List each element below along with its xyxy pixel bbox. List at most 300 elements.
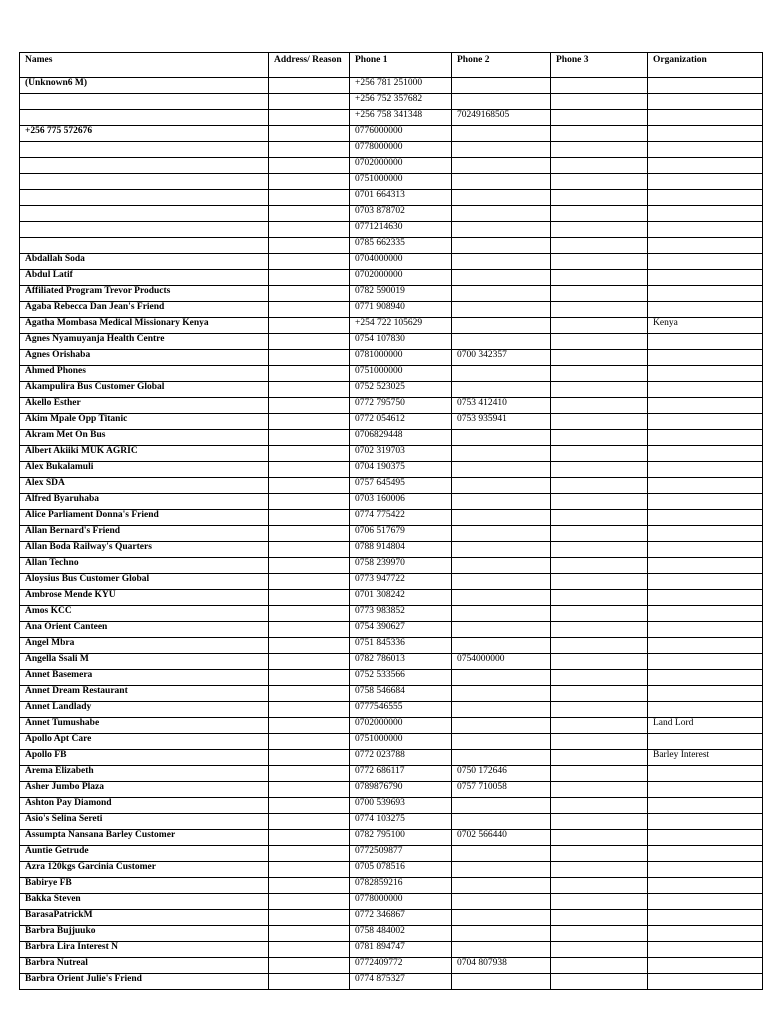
address-cell (269, 974, 350, 990)
phone-2-cell (452, 302, 551, 318)
header-phone-2: Phone 2 (452, 53, 551, 78)
phone-3-cell (551, 798, 648, 814)
phone-2-cell (452, 190, 551, 206)
phone-1-cell: 0772 346867 (350, 910, 452, 926)
table-row (20, 286, 763, 302)
table-row (20, 158, 763, 174)
phone-3-cell (551, 446, 648, 462)
name-cell: Alfred Byaruhaba (20, 494, 269, 510)
name-cell: Barbra Bujjuuko (20, 926, 269, 942)
name-cell: +256 775 572676 (20, 126, 269, 142)
table-row (20, 926, 763, 942)
phone-3-cell (551, 766, 648, 782)
phone-3-cell (551, 830, 648, 846)
table-row (20, 94, 763, 110)
table-row (20, 558, 763, 574)
name-cell: Aloysius Bus Customer Global (20, 574, 269, 590)
phone-2-cell (452, 238, 551, 254)
phone-2-cell (452, 430, 551, 446)
phone-3-cell (551, 670, 648, 686)
header-row (20, 53, 763, 78)
table-row (20, 334, 763, 350)
table-row (20, 446, 763, 462)
organization-cell (648, 702, 763, 718)
name-cell: Agnes Nyamuyanja Health Centre (20, 334, 269, 350)
phone-2-cell (452, 446, 551, 462)
address-cell (269, 446, 350, 462)
name-cell: (Unknown6 M) (20, 78, 269, 94)
address-cell (269, 574, 350, 590)
address-cell (269, 366, 350, 382)
table-row (20, 542, 763, 558)
phone-1-cell: 0773 983852 (350, 606, 452, 622)
phone-3-cell (551, 190, 648, 206)
phone-1-cell: 0774 775422 (350, 510, 452, 526)
phone-1-cell: 0772 686117 (350, 766, 452, 782)
organization-cell (648, 446, 763, 462)
table-row (20, 974, 763, 990)
table-row (20, 670, 763, 686)
organization-cell (648, 590, 763, 606)
address-cell (269, 494, 350, 510)
phone-2-cell (452, 558, 551, 574)
phone-2-cell (452, 254, 551, 270)
phone-2-cell (452, 286, 551, 302)
phone-3-cell (551, 526, 648, 542)
table-row (20, 702, 763, 718)
table-row (20, 222, 763, 238)
organization-cell (648, 478, 763, 494)
address-cell (269, 350, 350, 366)
name-cell: Ana Orient Canteen (20, 622, 269, 638)
address-cell (269, 638, 350, 654)
phone-2-cell (452, 942, 551, 958)
name-cell: Abdul Latif (20, 270, 269, 286)
header-phone-1: Phone 1 (350, 53, 452, 78)
address-cell (269, 238, 350, 254)
name-cell: Agatha Mombasa Medical Missionary Kenya (20, 318, 269, 334)
phone-2-cell: 0750 172646 (452, 766, 551, 782)
name-cell (20, 206, 269, 222)
table-row (20, 110, 763, 126)
address-cell (269, 478, 350, 494)
name-cell: Angella Ssali M (20, 654, 269, 670)
address-cell (269, 590, 350, 606)
table-row (20, 894, 763, 910)
table-body (20, 78, 763, 990)
organization-cell (648, 110, 763, 126)
name-cell: Ahmed Phones (20, 366, 269, 382)
phone-2-cell (452, 590, 551, 606)
organization-cell (648, 334, 763, 350)
name-cell: Allan Techno (20, 558, 269, 574)
table-row (20, 590, 763, 606)
name-cell: Akram Met On Bus (20, 430, 269, 446)
phone-3-cell (551, 590, 648, 606)
phone-3-cell (551, 286, 648, 302)
phone-3-cell (551, 142, 648, 158)
phone-3-cell (551, 398, 648, 414)
phone-2-cell (452, 574, 551, 590)
phone-2-cell (452, 606, 551, 622)
phone-2-cell (452, 622, 551, 638)
phone-1-cell: 0751000000 (350, 366, 452, 382)
phone-1-cell: 0781000000 (350, 350, 452, 366)
name-cell: Angel Mbra (20, 638, 269, 654)
phone-1-cell: 0706 517679 (350, 526, 452, 542)
address-cell (269, 734, 350, 750)
phone-2-cell (452, 158, 551, 174)
phone-2-cell: 0702 566440 (452, 830, 551, 846)
phone-3-cell (551, 686, 648, 702)
contacts-table (19, 52, 763, 990)
address-cell (269, 126, 350, 142)
phone-2-cell (452, 382, 551, 398)
phone-2-cell (452, 926, 551, 942)
table-row (20, 910, 763, 926)
phone-3-cell (551, 174, 648, 190)
phone-3-cell (551, 126, 648, 142)
name-cell: Akello Esther (20, 398, 269, 414)
phone-2-cell (452, 174, 551, 190)
phone-3-cell (551, 430, 648, 446)
phone-2-cell (452, 78, 551, 94)
address-cell (269, 670, 350, 686)
table-row (20, 798, 763, 814)
phone-3-cell (551, 366, 648, 382)
organization-cell (648, 814, 763, 830)
phone-2-cell (452, 638, 551, 654)
organization-cell (648, 222, 763, 238)
address-cell (269, 270, 350, 286)
phone-1-cell: 0700 539693 (350, 798, 452, 814)
phone-2-cell (452, 846, 551, 862)
address-cell (269, 222, 350, 238)
organization-cell (648, 526, 763, 542)
phone-1-cell: +256 758 341348 (350, 110, 452, 126)
phone-1-cell: +256 781 251000 (350, 78, 452, 94)
address-cell (269, 846, 350, 862)
phone-3-cell (551, 270, 648, 286)
address-cell (269, 830, 350, 846)
organization-cell (648, 302, 763, 318)
organization-cell (648, 734, 763, 750)
name-cell: Akim Mpale Opp Titanic (20, 414, 269, 430)
table-row (20, 574, 763, 590)
phone-1-cell: 0772 023788 (350, 750, 452, 766)
phone-1-cell: 0773 947722 (350, 574, 452, 590)
phone-2-cell (452, 798, 551, 814)
address-cell (269, 766, 350, 782)
organization-cell (648, 958, 763, 974)
organization-cell (648, 494, 763, 510)
phone-1-cell: 0782 590019 (350, 286, 452, 302)
organization-cell (648, 270, 763, 286)
phone-1-cell: 0751 845336 (350, 638, 452, 654)
phone-1-cell: 0777546555 (350, 702, 452, 718)
phone-1-cell: +256 752 357682 (350, 94, 452, 110)
phone-1-cell: 0782859216 (350, 878, 452, 894)
organization-cell (648, 638, 763, 654)
name-cell: Ashton Pay Diamond (20, 798, 269, 814)
organization-cell (648, 654, 763, 670)
organization-cell (648, 878, 763, 894)
phone-2-cell (452, 462, 551, 478)
name-cell: Apollo Apt Care (20, 734, 269, 750)
phone-1-cell: 0788 914804 (350, 542, 452, 558)
phone-3-cell (551, 702, 648, 718)
address-cell (269, 718, 350, 734)
address-cell (269, 302, 350, 318)
organization-cell (648, 462, 763, 478)
address-cell (269, 94, 350, 110)
name-cell: Alex Bukalamuli (20, 462, 269, 478)
phone-2-cell: 70249168505 (452, 110, 551, 126)
organization-cell (648, 510, 763, 526)
organization-cell (648, 158, 763, 174)
organization-cell (648, 942, 763, 958)
address-cell (269, 654, 350, 670)
phone-3-cell (551, 302, 648, 318)
phone-3-cell (551, 878, 648, 894)
name-cell (20, 110, 269, 126)
organization-cell: Barley Interest (648, 750, 763, 766)
address-cell (269, 862, 350, 878)
organization-cell: Kenya (648, 318, 763, 334)
name-cell: Affiliated Program Trevor Products (20, 286, 269, 302)
organization-cell (648, 782, 763, 798)
name-cell: Ambrose Mende KYU (20, 590, 269, 606)
name-cell (20, 142, 269, 158)
table-row (20, 494, 763, 510)
phone-3-cell (551, 638, 648, 654)
table-row (20, 174, 763, 190)
phone-1-cell: 0772 795750 (350, 398, 452, 414)
phone-1-cell: 0754 107830 (350, 334, 452, 350)
name-cell (20, 222, 269, 238)
phone-2-cell: 0757 710058 (452, 782, 551, 798)
organization-cell (648, 174, 763, 190)
phone-3-cell (551, 350, 648, 366)
header-organization: Organization (648, 53, 763, 78)
table-row (20, 398, 763, 414)
phone-2-cell: 0754000000 (452, 654, 551, 670)
phone-3-cell (551, 78, 648, 94)
name-cell: Albert Akiiki MUK AGRIC (20, 446, 269, 462)
phone-3-cell (551, 158, 648, 174)
phone-3-cell (551, 222, 648, 238)
name-cell: Akampulira Bus Customer Global (20, 382, 269, 398)
name-cell (20, 94, 269, 110)
name-cell: Assumpta Nansana Barley Customer (20, 830, 269, 846)
organization-cell (648, 798, 763, 814)
phone-3-cell (551, 382, 648, 398)
table-row (20, 958, 763, 974)
name-cell: Annet Landlady (20, 702, 269, 718)
organization-cell (648, 910, 763, 926)
address-cell (269, 206, 350, 222)
phone-3-cell (551, 206, 648, 222)
phone-1-cell: 0701 308242 (350, 590, 452, 606)
phone-2-cell (452, 142, 551, 158)
table-row (20, 830, 763, 846)
address-cell (269, 334, 350, 350)
address-cell (269, 686, 350, 702)
name-cell: Barbra Orient Julie's Friend (20, 974, 269, 990)
phone-3-cell (551, 606, 648, 622)
address-cell (269, 558, 350, 574)
phone-2-cell (452, 894, 551, 910)
address-cell (269, 174, 350, 190)
phone-1-cell: 0752 523025 (350, 382, 452, 398)
address-cell (269, 942, 350, 958)
table-row (20, 510, 763, 526)
table-row (20, 814, 763, 830)
name-cell: Arema Elizabeth (20, 766, 269, 782)
address-cell (269, 382, 350, 398)
table-row (20, 462, 763, 478)
phone-3-cell (551, 110, 648, 126)
organization-cell (648, 142, 763, 158)
organization-cell (648, 254, 763, 270)
table-row (20, 206, 763, 222)
phone-3-cell (551, 846, 648, 862)
phone-2-cell (452, 542, 551, 558)
phone-2-cell (452, 334, 551, 350)
phone-3-cell (551, 318, 648, 334)
phone-1-cell: 0754 390627 (350, 622, 452, 638)
phone-2-cell (452, 670, 551, 686)
name-cell: Abdallah Soda (20, 254, 269, 270)
phone-3-cell (551, 622, 648, 638)
phone-3-cell (551, 782, 648, 798)
name-cell: Agnes Orishaba (20, 350, 269, 366)
phone-3-cell (551, 734, 648, 750)
name-cell: Asher Jumbo Plaza (20, 782, 269, 798)
phone-1-cell: 0772409772 (350, 958, 452, 974)
phone-2-cell (452, 862, 551, 878)
address-cell (269, 110, 350, 126)
organization-cell (648, 558, 763, 574)
phone-3-cell (551, 94, 648, 110)
phone-1-cell: 0702000000 (350, 158, 452, 174)
address-cell (269, 286, 350, 302)
phone-3-cell (551, 254, 648, 270)
phone-1-cell: 0701 664313 (350, 190, 452, 206)
organization-cell (648, 974, 763, 990)
address-cell (269, 814, 350, 830)
name-cell: Annet Tumushabe (20, 718, 269, 734)
address-cell (269, 910, 350, 926)
phone-1-cell: 0789876790 (350, 782, 452, 798)
name-cell: BarasaPatrickM (20, 910, 269, 926)
address-cell (269, 622, 350, 638)
phone-1-cell: 0758 484002 (350, 926, 452, 942)
phone-3-cell (551, 814, 648, 830)
organization-cell (648, 366, 763, 382)
phone-1-cell: +254 722 105629 (350, 318, 452, 334)
organization-cell (648, 94, 763, 110)
phone-2-cell (452, 878, 551, 894)
organization-cell (648, 846, 763, 862)
organization-cell (648, 286, 763, 302)
phone-2-cell (452, 974, 551, 990)
phone-1-cell: 0758 239970 (350, 558, 452, 574)
organization-cell (648, 382, 763, 398)
organization-cell (648, 622, 763, 638)
phone-2-cell (452, 718, 551, 734)
phone-3-cell (551, 862, 648, 878)
organization-cell (648, 670, 763, 686)
organization-cell (648, 206, 763, 222)
name-cell: Alice Parliament Donna's Friend (20, 510, 269, 526)
phone-1-cell: 0778000000 (350, 894, 452, 910)
organization-cell (648, 190, 763, 206)
address-cell (269, 430, 350, 446)
phone-3-cell (551, 958, 648, 974)
phone-3-cell (551, 926, 648, 942)
phone-2-cell (452, 910, 551, 926)
table-row (20, 302, 763, 318)
phone-1-cell: 0785 662335 (350, 238, 452, 254)
organization-cell (648, 78, 763, 94)
address-cell (269, 958, 350, 974)
table-row (20, 270, 763, 286)
table-row (20, 126, 763, 142)
organization-cell (648, 894, 763, 910)
address-cell (269, 510, 350, 526)
table-row (20, 366, 763, 382)
table-row (20, 622, 763, 638)
phone-2-cell (452, 478, 551, 494)
table-row (20, 638, 763, 654)
header-address-reason: Address/ Reason (269, 53, 350, 78)
table-row (20, 846, 763, 862)
phone-1-cell: 0771214630 (350, 222, 452, 238)
phone-3-cell (551, 238, 648, 254)
phone-3-cell (551, 510, 648, 526)
phone-2-cell (452, 206, 551, 222)
organization-cell (648, 126, 763, 142)
table-row (20, 382, 763, 398)
phone-1-cell: 0705 078516 (350, 862, 452, 878)
phone-2-cell (452, 686, 551, 702)
address-cell (269, 462, 350, 478)
name-cell: Asio's Selina Sereti (20, 814, 269, 830)
address-cell (269, 894, 350, 910)
name-cell: Alex SDA (20, 478, 269, 494)
table-row (20, 766, 763, 782)
organization-cell (648, 862, 763, 878)
header-phone-3: Phone 3 (551, 53, 648, 78)
table-row (20, 878, 763, 894)
address-cell (269, 798, 350, 814)
name-cell: Annet Basemera (20, 670, 269, 686)
address-cell (269, 398, 350, 414)
table-row (20, 526, 763, 542)
phone-1-cell: 0772509877 (350, 846, 452, 862)
phone-1-cell: 0752 533566 (350, 670, 452, 686)
phone-3-cell (551, 574, 648, 590)
address-cell (269, 190, 350, 206)
phone-3-cell (551, 334, 648, 350)
organization-cell (648, 238, 763, 254)
organization-cell (648, 430, 763, 446)
phone-3-cell (551, 974, 648, 990)
phone-1-cell: 0778000000 (350, 142, 452, 158)
phone-1-cell: 0704000000 (350, 254, 452, 270)
address-cell (269, 318, 350, 334)
